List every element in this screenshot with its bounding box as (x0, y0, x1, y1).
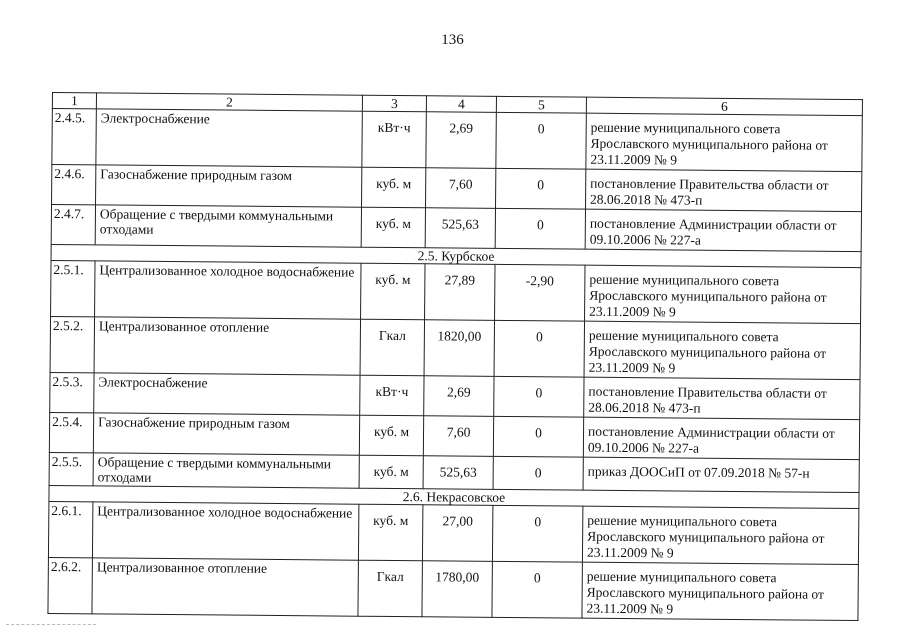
row-number: 2.5.2. (50, 316, 94, 372)
price-cell: 1820,00 (424, 320, 494, 377)
change-cell: 0 (495, 208, 585, 249)
service-name: Централизованное отопление (94, 317, 360, 375)
change-cell: 0 (494, 320, 584, 377)
header-cell: 3 (362, 95, 426, 112)
table-row (52, 109, 862, 172)
change-cell: 0 (492, 561, 582, 618)
row-number: 2.4.7. (51, 205, 95, 245)
price-cell: 7,60 (426, 168, 496, 209)
row-number: 2.5.4. (49, 412, 93, 452)
price-cell: 27,00 (422, 505, 492, 562)
change-cell: 0 (493, 416, 583, 457)
change-cell: 0 (494, 376, 584, 417)
service-name: Электроснабжение (96, 109, 362, 167)
service-name: Централизованное отопление (92, 558, 358, 616)
price-cell: 2,69 (426, 112, 496, 169)
unit-cell: куб. м (359, 455, 423, 489)
service-name: Электроснабжение (94, 373, 360, 415)
basis-cell: постановление Правительства области от 28.06.2018 № 473-п (585, 169, 861, 211)
header-cell: 1 (52, 93, 96, 109)
service-name: Обращение с твердыми коммунальными отходами (95, 205, 361, 247)
section-title: 2.6. Некрасовское (49, 485, 859, 508)
table-row (51, 260, 861, 323)
unit-cell: Гкал (360, 319, 424, 376)
table-row (50, 316, 860, 379)
service-name: Обращение с твердыми коммунальными отходами (93, 453, 359, 488)
change-cell: -2,90 (495, 264, 585, 321)
basis-cell: приказ ДООСиП от 07.09.2018 № 57-н (583, 457, 859, 492)
unit-cell: куб. м (358, 504, 422, 561)
table-body (48, 93, 863, 621)
change-cell: 0 (496, 112, 586, 169)
page-number: 136 (441, 32, 464, 48)
row-number: 2.4.6. (52, 165, 96, 205)
unit-cell: Гкал (358, 560, 422, 617)
service-name: Газоснабжение природным газом (96, 165, 362, 207)
basis-cell: постановление Администрации области от 09.10.2006 № 227-а (583, 417, 859, 459)
unit-cell: кВт·ч (360, 375, 424, 416)
table-row (48, 501, 858, 564)
price-cell: 525,63 (425, 208, 495, 249)
price-cell: 2,69 (424, 376, 494, 417)
table-row (48, 557, 858, 620)
price-cell: 7,60 (423, 416, 493, 457)
unit-cell: куб. м (361, 263, 425, 320)
basis-cell: решение муниципального совета Ярославского муниципального района от 23.11.2009 № 9 (582, 506, 858, 564)
basis-cell: решение муниципального совета Ярославского муниципального района от 23.11.2009 № 9 (585, 265, 861, 323)
unit-cell: кВт·ч (362, 111, 426, 168)
row-number: 2.5.3. (50, 372, 94, 412)
section-title: 2.5. Курбское (51, 244, 861, 267)
unit-cell: куб. м (359, 415, 423, 456)
scan-artifact (6, 624, 96, 627)
table-row (52, 165, 862, 212)
row-number: 2.4.5. (52, 109, 96, 165)
table-row (49, 412, 859, 459)
table-row (50, 372, 860, 419)
row-number: 2.5.5. (49, 452, 93, 485)
price-cell: 1780,00 (422, 561, 492, 618)
service-name: Централизованное холодное водоснабжение (95, 261, 361, 319)
header-cell: 5 (496, 96, 586, 113)
row-number: 2.5.1. (51, 260, 95, 316)
service-name: Централизованное холодное водоснабжение (92, 502, 358, 560)
change-cell: 0 (492, 505, 582, 562)
row-number: 2.6.1. (48, 501, 92, 557)
header-cell: 4 (426, 96, 496, 113)
change-cell: 0 (496, 168, 586, 209)
unit-cell: куб. м (361, 207, 425, 248)
price-cell: 525,63 (423, 456, 493, 490)
basis-cell: постановление Администрации области от 09.10.2006 № 227-а (585, 209, 861, 251)
basis-cell: постановление Правительства области от 28.06.2018 № 473-п (584, 377, 860, 419)
header-cell: 2 (96, 93, 362, 111)
header-cell: 6 (586, 97, 862, 115)
basis-cell: решение муниципального совета Ярославского муниципального района от 23.11.2009 № 9 (586, 113, 862, 171)
change-cell: 0 (493, 456, 583, 490)
table-row (51, 205, 861, 252)
service-name: Газоснабжение природным газом (93, 413, 359, 455)
basis-cell: решение муниципального совета Ярославского муниципального района от 23.11.2009 № 9 (582, 562, 858, 620)
price-cell: 27,89 (425, 264, 495, 321)
basis-cell: решение муниципального совета Ярославского муниципального района от 23.11.2009 № 9 (584, 321, 860, 379)
tariff-table (47, 92, 863, 621)
unit-cell: куб. м (362, 167, 426, 208)
row-number: 2.6.2. (48, 557, 92, 613)
